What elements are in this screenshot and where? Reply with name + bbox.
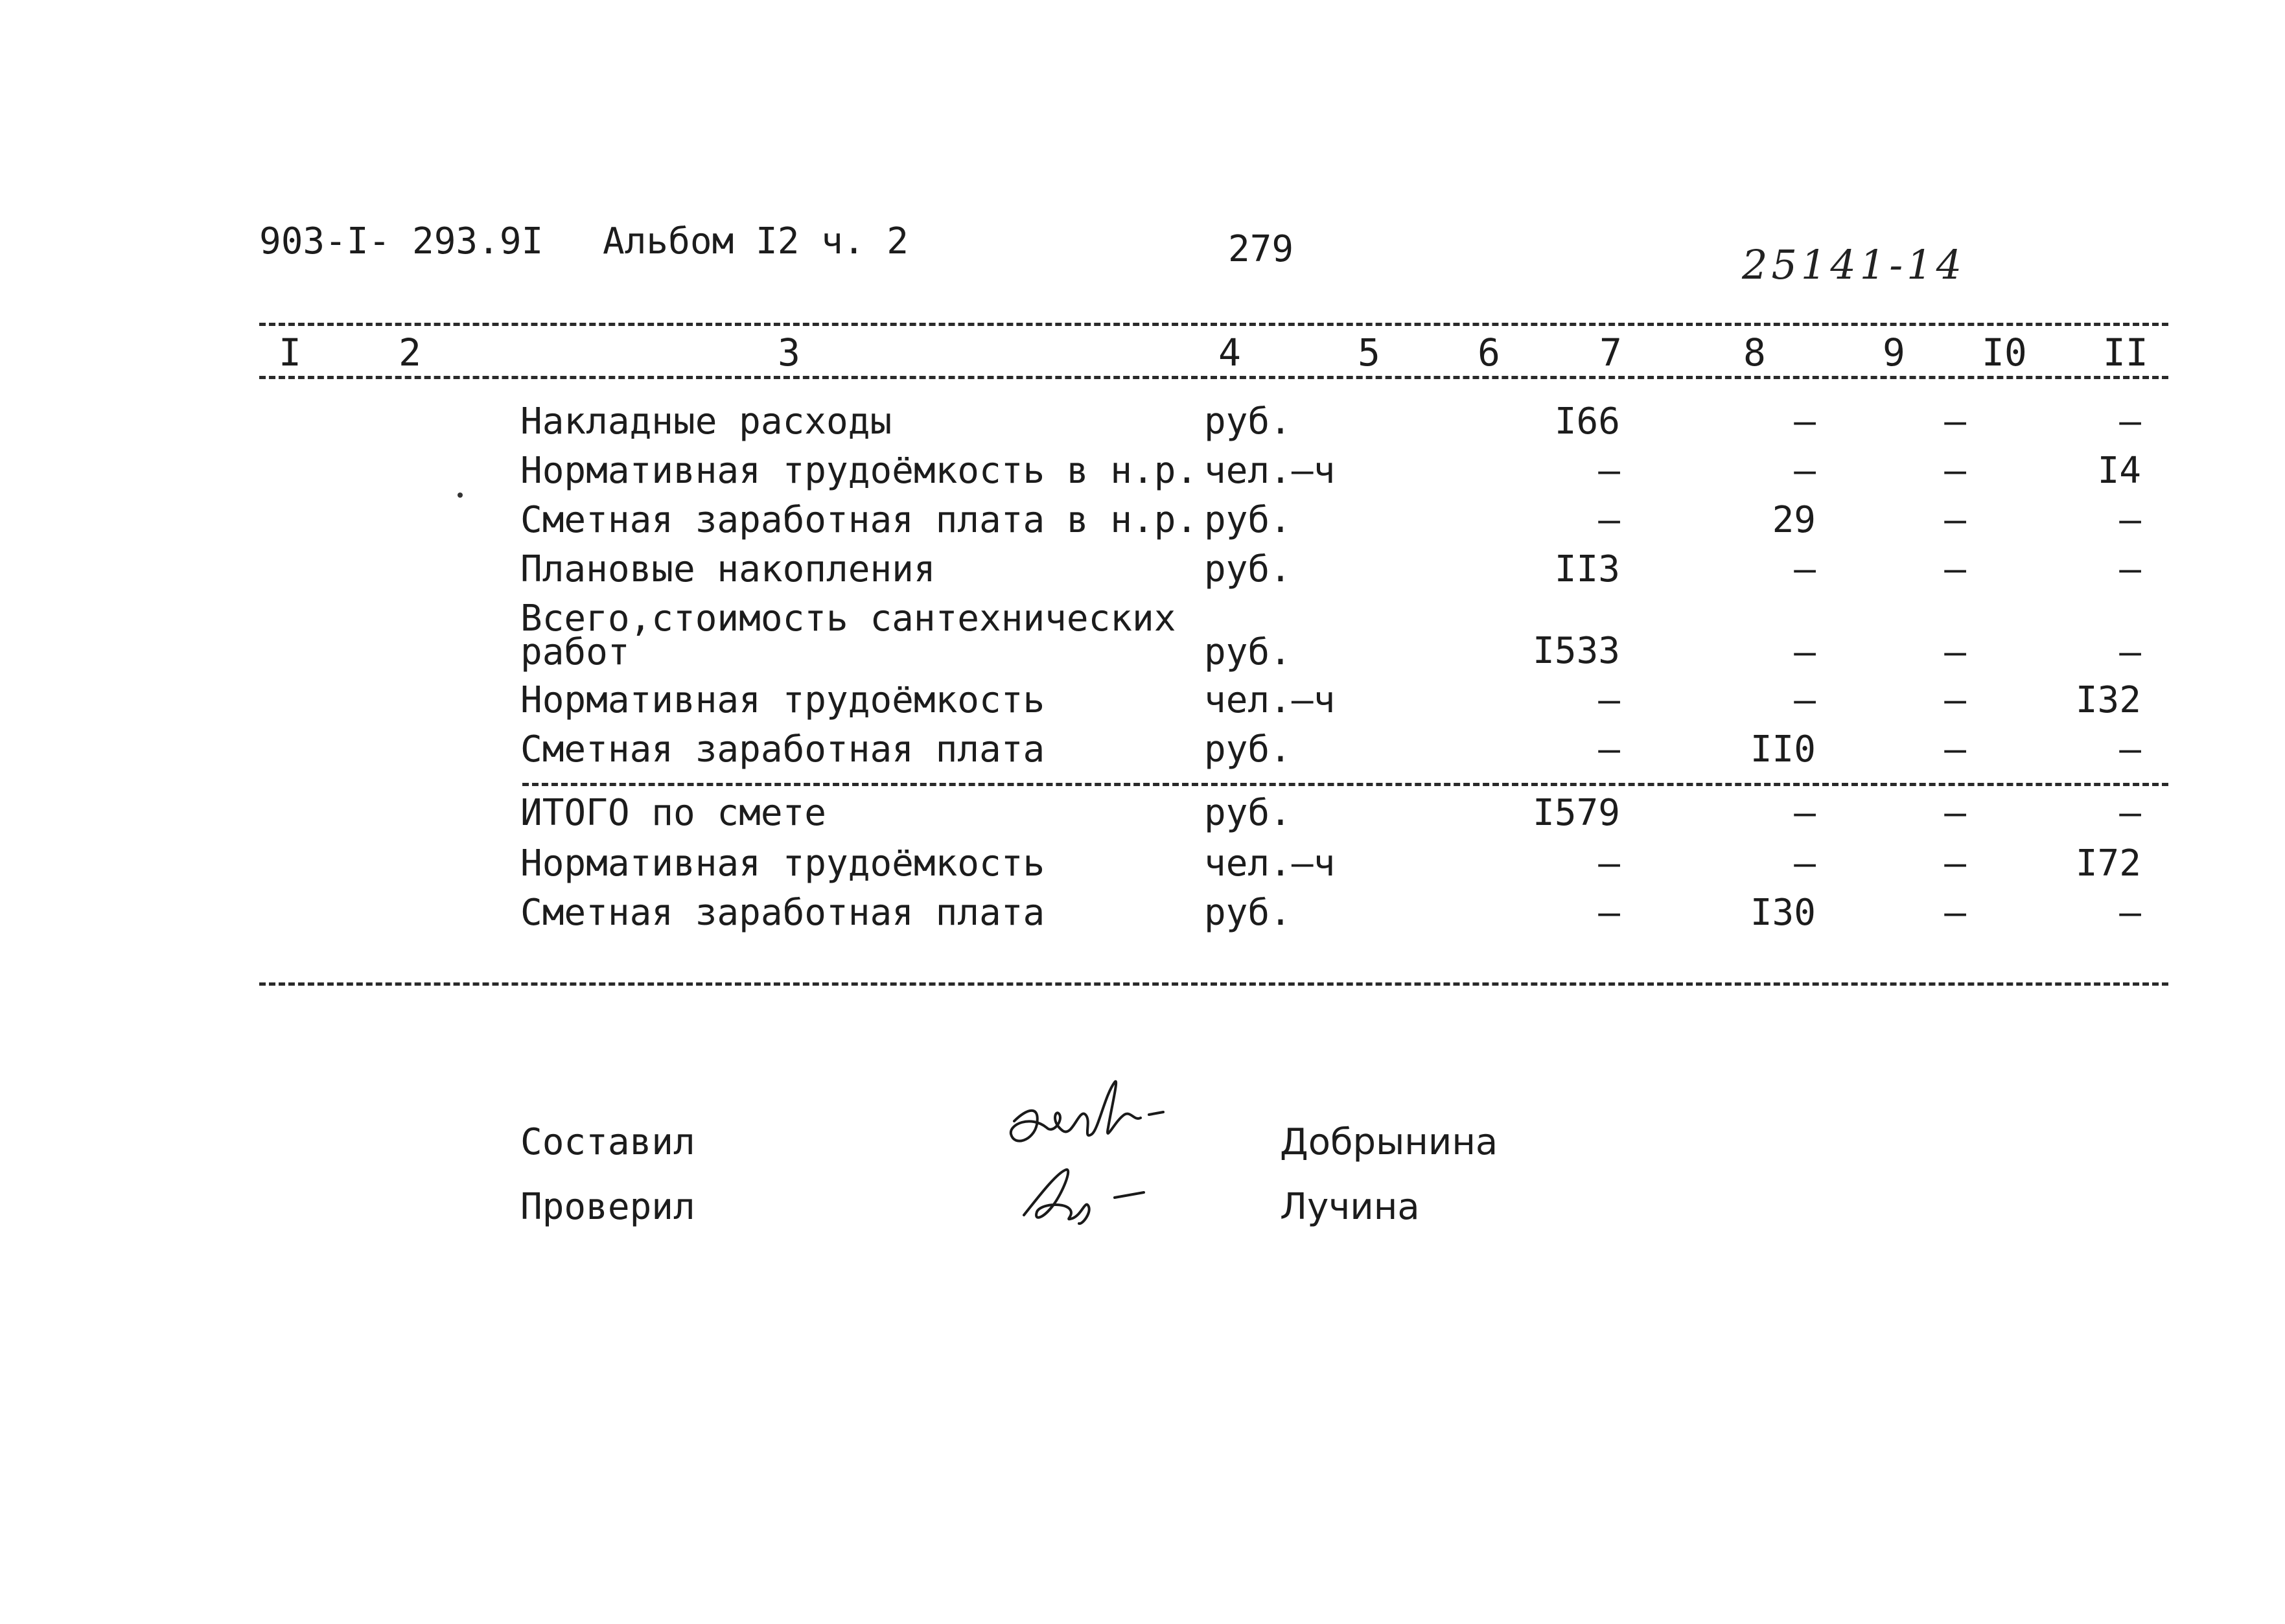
row-unit: руб. — [1204, 892, 1292, 934]
row-unit: чел.–ч — [1204, 842, 1336, 885]
row-col7: – — [1598, 842, 1620, 885]
row-col9: – — [1944, 842, 1966, 885]
totals-row — [0, 892, 2285, 941]
row-col7: I533 — [1533, 630, 1620, 672]
column-header-5: 5 — [1358, 331, 1380, 375]
row-col7: – — [1598, 679, 1620, 721]
column-header-2: 2 — [399, 331, 421, 375]
column-header-4: 4 — [1218, 331, 1241, 375]
row-col11: – — [2119, 792, 2141, 834]
row-col9: – — [1944, 792, 1966, 834]
row-name: Плановые накопления — [520, 548, 936, 590]
table-row — [0, 679, 2285, 728]
compiled-by-label: Составил — [520, 1121, 695, 1163]
row-col8: – — [1794, 450, 1816, 492]
row-name: ИТОГО по смете — [520, 792, 827, 834]
row-col11: I72 — [2075, 842, 2141, 885]
column-header-8: 8 — [1743, 331, 1766, 375]
document-code: 903-I- 293.9I — [259, 220, 544, 262]
row-col9: – — [1944, 450, 1966, 492]
row-col11: I32 — [2075, 679, 2141, 721]
row-col9: – — [1944, 728, 1966, 771]
row-col7: – — [1598, 450, 1620, 492]
row-col8: – — [1794, 842, 1816, 885]
totals-separator-rule — [522, 783, 2168, 786]
row-name: Нормативная трудоёмкость в н.р. — [520, 450, 1198, 492]
totals-row — [0, 842, 2285, 892]
column-header-1: I — [279, 331, 301, 375]
handwritten-number: 25141-14 — [1742, 241, 1966, 288]
row-unit: чел.–ч — [1204, 679, 1336, 721]
row-name: Сметная заработная плата — [520, 892, 1045, 934]
column-header-10: I0 — [1982, 331, 2027, 375]
row-unit: руб. — [1204, 400, 1292, 443]
column-header-3: 3 — [778, 331, 800, 375]
row-unit: руб. — [1204, 548, 1292, 590]
column-header-11: II — [2103, 331, 2148, 375]
row-unit: руб. — [1204, 499, 1292, 541]
table-row — [0, 728, 2285, 778]
row-col7: – — [1598, 499, 1620, 541]
table-bottom-rule — [259, 982, 2168, 986]
row-col9: – — [1944, 679, 1966, 721]
row-col7: – — [1598, 892, 1620, 934]
row-col9: – — [1944, 499, 1966, 541]
row-unit: чел.–ч — [1204, 450, 1336, 492]
header-top-rule — [259, 323, 2168, 326]
row-name: Нормативная трудоёмкость — [520, 842, 1045, 885]
row-name: Накладные расходы — [520, 400, 892, 443]
row-col7: I66 — [1554, 400, 1620, 443]
row-col7: II3 — [1554, 548, 1620, 590]
row-col11: – — [2119, 548, 2141, 590]
row-col9: – — [1944, 400, 1966, 443]
row-col11: I4 — [2097, 450, 2141, 492]
signature-compiled — [1001, 1069, 1170, 1166]
table-row — [0, 548, 2285, 597]
row-col8: – — [1794, 400, 1816, 443]
row-col11: – — [2119, 400, 2141, 443]
signature-checked — [1017, 1160, 1160, 1231]
row-col11: – — [2119, 631, 2141, 673]
row-name: Всего,стоимость сантехнических — [520, 597, 1176, 640]
checked-by-label: Проверил — [520, 1186, 695, 1228]
row-unit: руб. — [1204, 728, 1292, 771]
column-header-6: 6 — [1478, 331, 1500, 375]
row-col9: – — [1944, 548, 1966, 590]
row-col8: – — [1794, 792, 1816, 834]
row-col11: – — [2119, 728, 2141, 771]
totals-row — [0, 792, 2285, 841]
row-col11: – — [2119, 892, 2141, 934]
album-label: Альбом I2 ч. 2 — [603, 220, 909, 262]
table-row — [0, 597, 2285, 682]
header-bottom-rule — [259, 376, 2168, 379]
row-unit: руб. — [1204, 631, 1292, 673]
row-col8: 29 — [1772, 499, 1816, 541]
row-name: Нормативная трудоёмкость — [520, 679, 1045, 721]
row-col7: – — [1598, 728, 1620, 771]
table-row — [0, 450, 2285, 499]
stray-dot — [458, 493, 463, 498]
checked-by-name: Лучина — [1280, 1186, 1420, 1228]
table-row — [0, 499, 2285, 548]
row-unit: руб. — [1204, 792, 1292, 834]
table-row — [0, 400, 2285, 450]
row-col8: – — [1794, 631, 1816, 673]
row-col7: I579 — [1533, 792, 1620, 834]
row-name: Сметная заработная плата — [520, 728, 1045, 771]
row-name: Сметная заработная плата в н.р. — [520, 499, 1198, 541]
column-header-7: 7 — [1599, 331, 1622, 375]
row-col8: – — [1794, 679, 1816, 721]
row-name-continuation: работ — [520, 631, 630, 673]
row-col11: – — [2119, 499, 2141, 541]
row-col9: – — [1944, 631, 1966, 673]
row-col8: I30 — [1750, 892, 1816, 934]
page-number: 279 — [1228, 228, 1294, 270]
compiled-by-name: Добрынина — [1280, 1121, 1498, 1163]
row-col8: – — [1794, 548, 1816, 590]
row-col9: – — [1944, 892, 1966, 934]
row-col8: II0 — [1750, 728, 1816, 771]
column-header-9: 9 — [1883, 331, 1905, 375]
